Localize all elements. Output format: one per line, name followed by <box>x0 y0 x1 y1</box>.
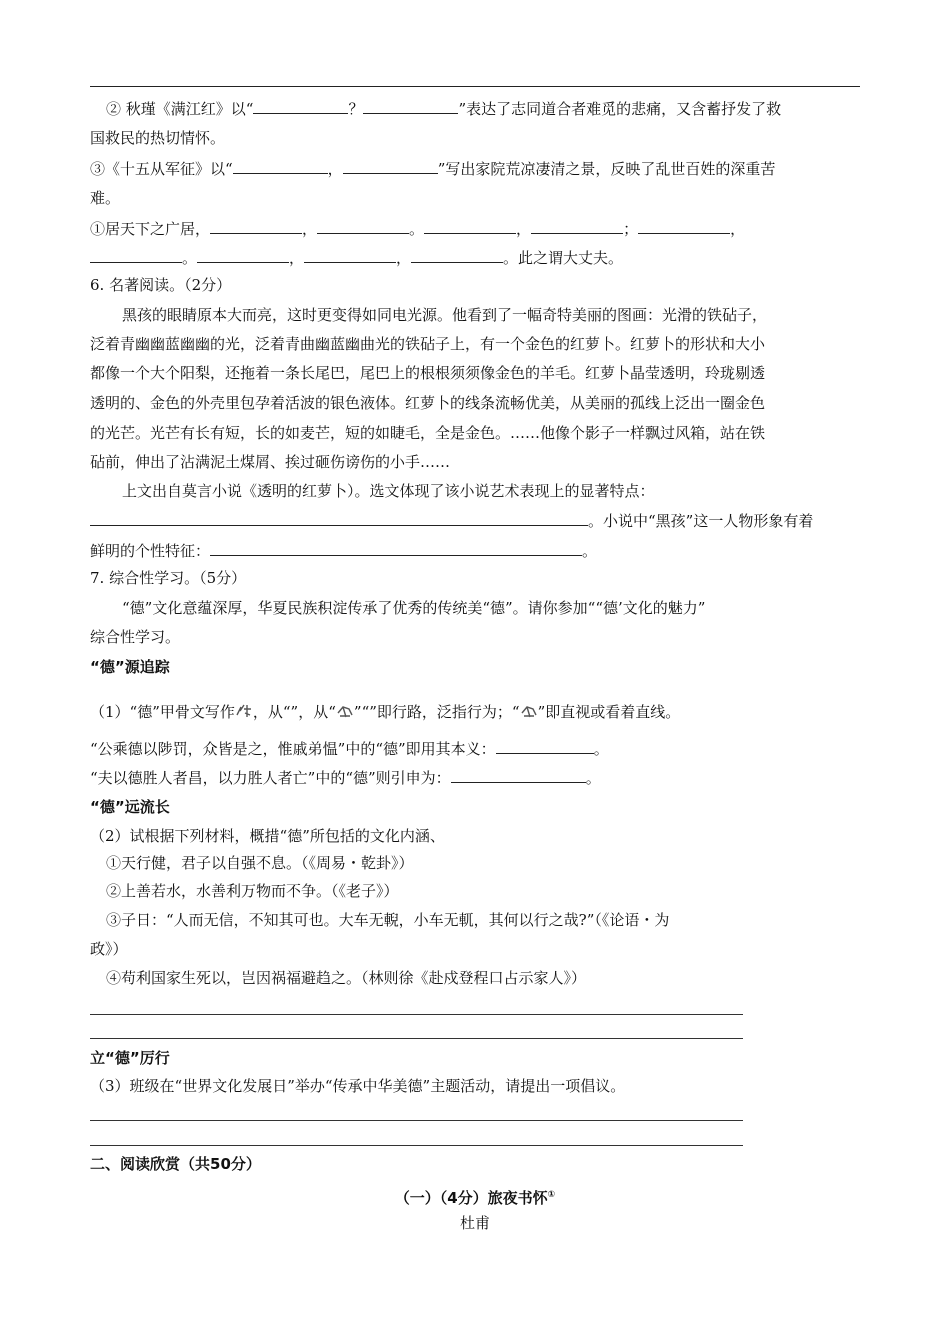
subheading: “德”源追踪 <box>90 658 170 676</box>
question-line: 上文出自莫言小说《透明的红萝卜）。选文体现了该小说艺术表现上的显著特点： <box>122 482 655 500</box>
oracle-eye-glyph-icon <box>520 703 538 719</box>
oracle-line: （1）“德”甲骨文写作 ，从“”，从“ ”“”即行路，泛指行为；“ ”即直视或看着直线。 <box>90 703 681 721</box>
answer-line: “夫以德胜人者昌，以力胜人者亡”中的“德”则引申为： 。 <box>90 769 601 787</box>
material-line: ③子日：“人而无信，不知其可也。大车无輗，小车无軏，其何以行之哉?”（《论语・为 <box>106 911 670 929</box>
blank[interactable] <box>424 218 516 234</box>
blank[interactable] <box>363 98 458 114</box>
answer-line: 。小说中“黑孩”这一人物形象有着 <box>90 510 865 531</box>
blank[interactable] <box>197 247 289 263</box>
material-line: ②上善若水，水善利万物而不争。（《老子》） <box>106 882 399 900</box>
line-dazhangfu-2: 。 ， ， 。此之谓大丈夫。 <box>90 247 865 268</box>
blank[interactable] <box>496 738 594 754</box>
text-line: “德”文化意蕴深厚，华夏民族积淀传承了优秀的传统美“德”。请你参加““德’文化的魅力” <box>122 599 706 617</box>
answer-rule[interactable] <box>90 1120 743 1121</box>
blank[interactable] <box>210 540 582 556</box>
blank[interactable] <box>90 247 182 263</box>
blank[interactable] <box>411 247 503 263</box>
material-line: 政》） <box>90 940 128 958</box>
poem-author: 杜甫 <box>459 1214 490 1232</box>
section-heading: 二、阅读欣赏（共50分） <box>90 1155 261 1173</box>
poem-title: （一）（4分）旅夜书怀① <box>394 1189 556 1207</box>
line-qiujin: ② 秋瑾《满江红》以“ ？ ”表达了志同道合者难觅的悲痛，又含蓄抒发了救 <box>106 100 782 118</box>
passage-line: 泛着青幽幽蓝幽幽的光，泛着青曲幽蓝幽曲光的铁砧子上，有一个金色的红萝卜。红萝卜的形状和大小 <box>90 335 766 353</box>
footnote-mark: ① <box>547 1190 556 1200</box>
blank[interactable] <box>210 218 302 234</box>
passage-line: 都像一个大个阳梨，还拖着一条长尾巴，尾巴上的根根须须像金色的羊毛。红萝卜晶莹透明，玲珑剔透 <box>90 364 766 382</box>
passage-line: 砧前，伸出了沾满泥土煤屑、挨过砸伤谤伤的小手…… <box>90 453 451 471</box>
answer-line: 鲜明的个性特征： 。 <box>90 542 598 560</box>
blank[interactable] <box>638 218 730 234</box>
blank[interactable] <box>90 510 588 526</box>
material-line: ①天行健，君子以自强不息。（《周易・乾卦》） <box>106 854 414 872</box>
blank[interactable] <box>253 98 348 114</box>
subheading: “德”远流长 <box>90 798 170 816</box>
line-shiwu: ③《十五从军征》以“ ， ”写出家院荒凉凄清之景，反映了乱世百姓的深重苦 <box>90 160 776 178</box>
answer-rule[interactable] <box>90 1038 743 1039</box>
question-line: （2）试根据下列材料，概措“德”所包括的文化内涵、 <box>90 827 445 845</box>
answer-line: “公乘德以陟罚，众皆是之，惟戚弟愠”中的“德”即用其本义： 。 <box>90 740 609 758</box>
text-line: 国救民的热切情怀。 <box>90 129 226 147</box>
answer-rule[interactable] <box>90 1145 743 1146</box>
question-6-title: 6. 名著阅读。（2分） <box>90 276 232 294</box>
header-rule <box>90 86 860 87</box>
question-7-title: 7. 综合性学习。（5分） <box>90 569 247 587</box>
blank[interactable] <box>531 218 623 234</box>
line-dazhangfu-1: ①居天下之广居， ， 。 ， ； ， <box>90 220 746 238</box>
text-line: 难。 <box>90 189 121 207</box>
oracle-eye-glyph-icon <box>336 703 354 719</box>
passage-line: 透明的、金色的外壳里包孕着活波的银色液体。红萝卜的线条流畅优美，从美丽的孤线上泛出一圈金色 <box>90 394 766 412</box>
passage-line: 黑孩的眼睛原本大而亮，这时更变得如同电光源。他看到了一幅奇特美丽的图画：光滑的铁砧子， <box>122 306 768 324</box>
blank[interactable] <box>304 247 396 263</box>
blank[interactable] <box>317 218 409 234</box>
answer-rule[interactable] <box>90 1014 743 1015</box>
oracle-de-glyph-icon <box>235 703 253 719</box>
material-line: ④苟利国家生死以，岂因祸福避趋之。（林则徐《赴戍登程口占示家人》） <box>106 969 587 987</box>
subheading: 立“德”厉行 <box>90 1049 170 1067</box>
text-line: 综合性学习。 <box>90 628 181 646</box>
blank[interactable] <box>343 158 438 174</box>
question-line: （3）班级在“世界文化发展日”举办“传承中华美德”主题活动，请提出一项倡议。 <box>90 1077 626 1095</box>
blank[interactable] <box>451 767 586 783</box>
passage-line: 的光芒。光芒有长有短，长的如麦芒，短的如睫毛，全是金色。……他像个影子一样飘过风箱，站在铁 <box>90 424 766 442</box>
blank[interactable] <box>233 158 328 174</box>
